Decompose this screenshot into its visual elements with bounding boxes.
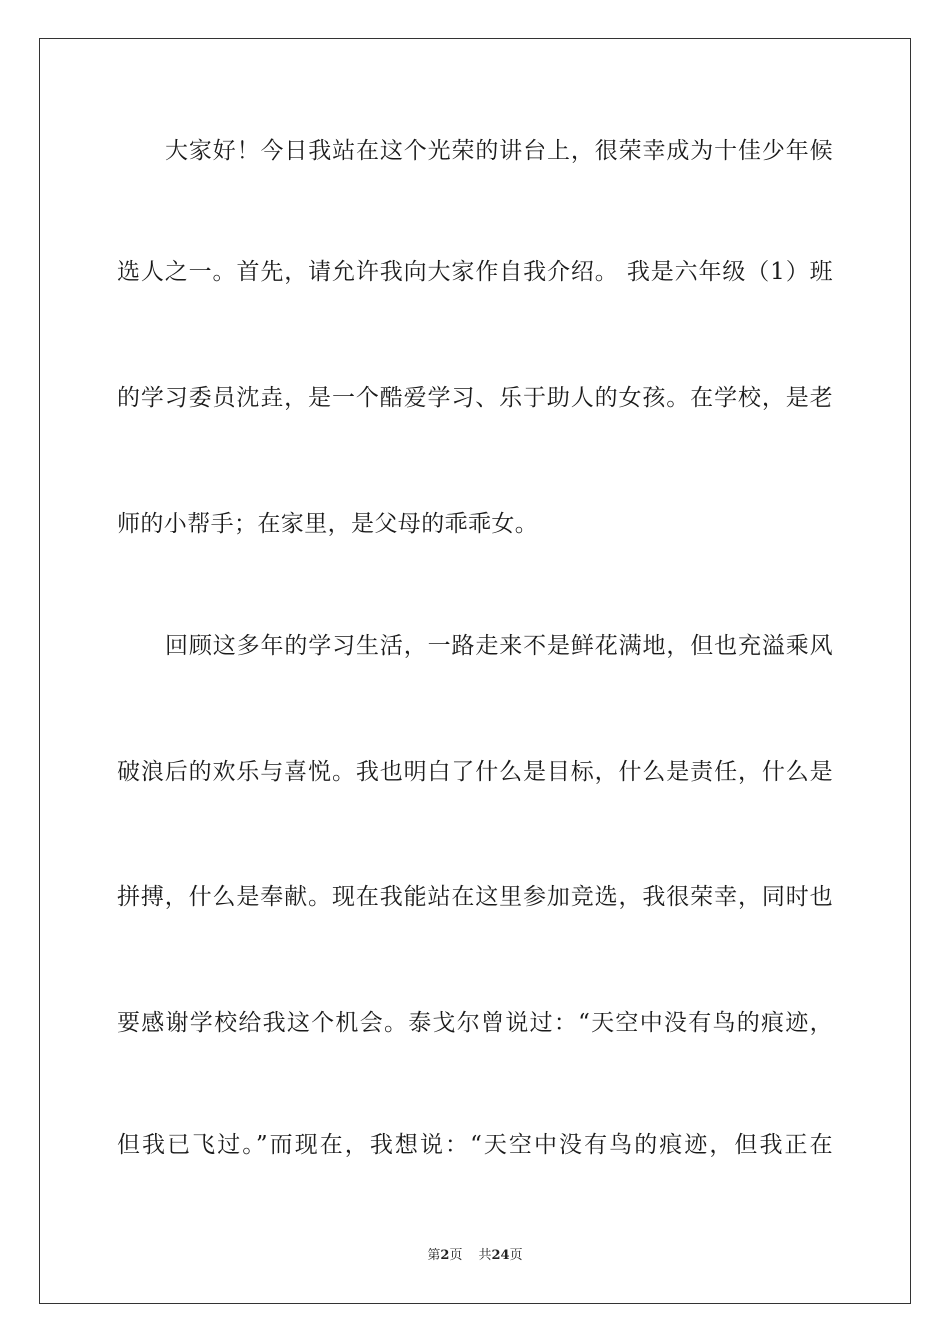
paragraph-1-line-3: 的学习委员沈垚，是一个酷爱学习、乐于助人的女孩。在学校，是老 [117, 385, 833, 411]
footer-total-suffix: 页 [509, 1248, 523, 1263]
footer-total-prefix: 共 [478, 1248, 492, 1263]
paragraph-2-line-5: 但我已飞过。”而现在，我想说：“天空中没有鸟的痕迹，但我正在 [117, 1132, 833, 1158]
page-footer [0, 1247, 950, 1265]
paragraph-2-line-2: 破浪后的欢乐与喜悦。我也明白了什么是目标，什么是责任，什么是 [117, 759, 833, 785]
paragraph-1-line-4: 师的小帮手；在家里，是父母的乖乖女。 [117, 511, 539, 537]
footer-page-number: 2 [440, 1248, 450, 1263]
footer-page-prefix: 第 [427, 1248, 441, 1263]
footer-total-pages: 24 [491, 1248, 510, 1263]
page-frame [39, 38, 911, 1304]
paragraph-2-line-3: 拼搏，什么是奉献。现在我能站在这里参加竞选，我很荣幸，同时也 [117, 884, 833, 910]
paragraph-2-line-4: 要感谢学校给我这个机会。泰戈尔曾说过：“天空中没有鸟的痕迹， [117, 1010, 833, 1036]
paragraph-2-line-1: 回顾这多年的学习生活，一路走来不是鲜花满地，但也充溢乘风 [165, 633, 833, 659]
paragraph-1-line-2: 选人之一。首先，请允许我向大家作自我介绍。 我是六年级（1）班 [117, 259, 833, 285]
paragraph-1-line-1: 大家好！今日我站在这个光荣的讲台上，很荣幸成为十佳少年候 [165, 138, 833, 164]
footer-page-suffix: 页 [449, 1248, 463, 1263]
